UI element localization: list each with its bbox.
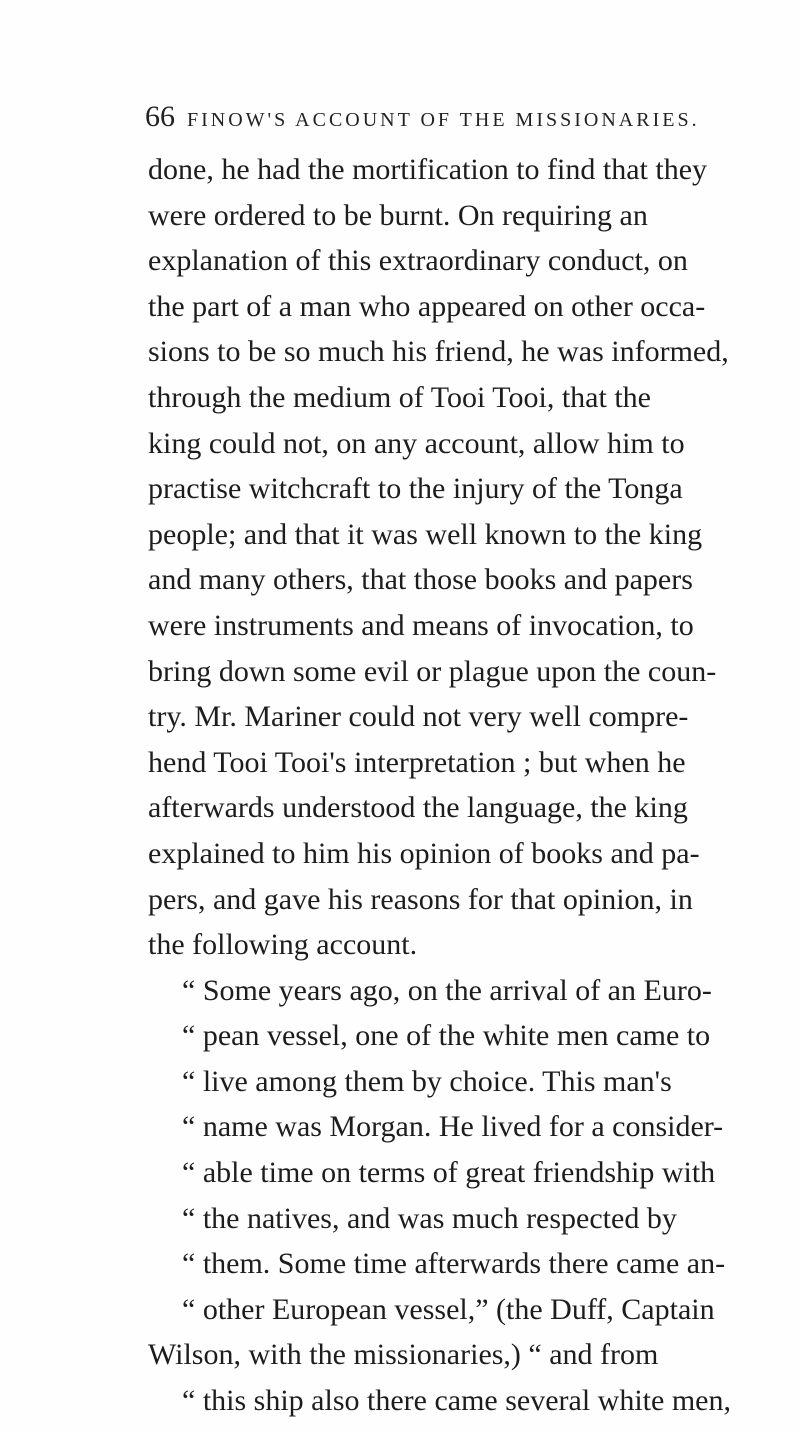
text-line: people; and that it was well known to the king: [148, 517, 703, 551]
text-line: explained to him his opinion of books and pa-: [148, 836, 700, 870]
text-line: the following account.: [148, 928, 418, 962]
text-line: king could not, on any account, allow him to: [148, 426, 685, 460]
running-head-title: FINOW'S ACCOUNT OF THE MISSIONARIES.: [187, 109, 700, 131]
text-line: pers, and gave his reasons for that opinion, in: [148, 882, 693, 916]
body-text: [148, 147, 788, 1424]
text-line: Wilson, with the missionaries,) “ and from: [148, 1338, 659, 1372]
text-line: the part of a man who appeared on other occa-: [148, 289, 706, 323]
text-line: explanation of this extraordinary conduct, on: [148, 244, 688, 278]
text-line: afterwards understood the language, the king: [148, 791, 688, 825]
text-line: hend Tooi Tooi's interpretation ; but when he: [148, 745, 686, 779]
text-line: “ other European vessel,” (the Duff, Captain: [182, 1292, 715, 1326]
text-line: try. Mr. Mariner could not very well compre-: [148, 700, 689, 734]
text-line: and many others, that those books and papers: [148, 563, 693, 597]
text-line: “ able time on terms of great friendship with: [182, 1156, 716, 1190]
text-line: “ this ship also there came several white men,: [182, 1384, 731, 1418]
text-line: “ them. Some time afterwards there came an-: [182, 1247, 726, 1281]
text-line: through the medium of Tooi Tooi, that the: [148, 380, 651, 414]
text-line: were instruments and means of invocation, to: [148, 608, 694, 642]
page-number: 66: [145, 100, 175, 133]
running-head: [145, 100, 745, 134]
text-line: were ordered to be burnt. On requiring an: [148, 198, 648, 232]
text-line: done, he had the mortification to find that they: [148, 153, 708, 186]
text-line: “ the natives, and was much respected by: [182, 1201, 677, 1235]
text-line: “ pean vessel, one of the white men came to: [182, 1019, 711, 1053]
text-line: practise witchcraft to the injury of the Tonga: [148, 472, 683, 506]
text-line: “ Some years ago, on the arrival of an Euro-: [182, 973, 712, 1007]
text-line: sions to be so much his friend, he was informed,: [148, 335, 729, 369]
text-line: “ live among them by choice. This man's: [182, 1064, 672, 1098]
text-line: bring down some evil or plague upon the coun-: [148, 654, 717, 688]
text-line: “ name was Morgan. He lived for a consider-: [182, 1110, 724, 1144]
